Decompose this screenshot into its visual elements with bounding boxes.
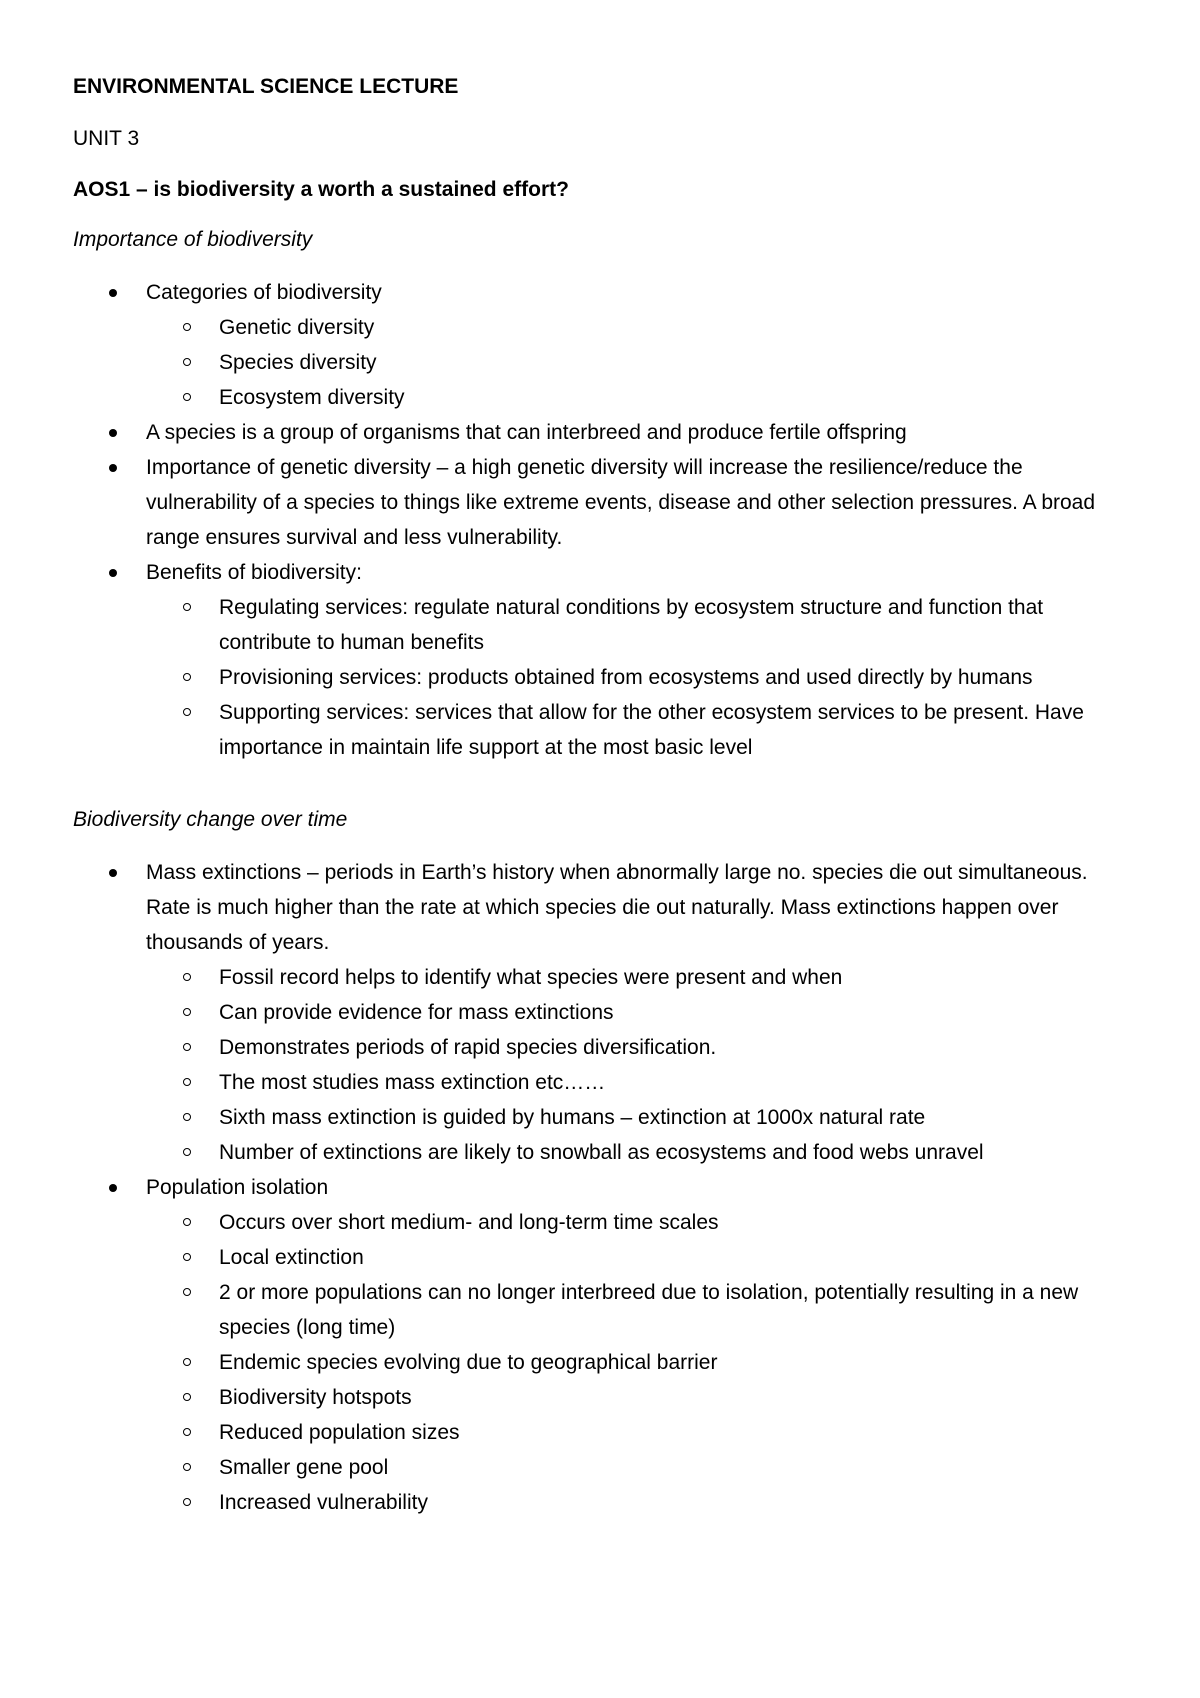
circle-bullet-icon [183,1393,191,1401]
list-item-text: Benefits of biodiversity: [146,561,362,584]
sub-list-item [146,1450,1133,1485]
sub-list-item-text: Increased vulnerability [219,1491,428,1514]
circle-bullet-icon [183,1358,191,1366]
circle-bullet-icon [183,1498,191,1506]
sub-list-item-text: Occurs over short medium- and long-term time scales [219,1211,719,1234]
circle-bullet-icon [183,1288,191,1296]
section-spacer [73,765,1133,805]
circle-bullet-icon [183,1078,191,1086]
sub-list-item-text: Number of extinctions are likely to snowball as ecosystems and food webs unravel [219,1141,984,1164]
circle-bullet-icon [183,358,191,366]
sub-list-item-text: Endemic species evolving due to geographical barrier [219,1351,718,1374]
sub-list-item [146,1065,1133,1100]
circle-bullet-icon [183,603,191,611]
list-item-text: Importance of genetic diversity – a high genetic diversity will increase the resilience/reduce the vulnerability of a species to things like extreme events, disease and other selection pressures. A broad range ensures survival and less vulnerability. [146,456,1096,549]
bullet-list [73,275,1133,765]
bullet-icon [109,1184,117,1192]
sub-list-item-text: Demonstrates periods of rapid species diversification. [219,1036,717,1059]
sub-list-item [146,1030,1133,1065]
circle-bullet-icon [183,1148,191,1156]
list-item [73,855,1133,1170]
circle-bullet-icon [183,973,191,981]
circle-bullet-icon [183,323,191,331]
sub-list-item-text: Ecosystem diversity [219,386,405,409]
list-item-text: A species is a group of organisms that can interbreed and produce fertile offspring [146,421,907,444]
circle-bullet-icon [183,1113,191,1121]
sub-list-item [146,1135,1133,1170]
sub-list-item-text: Can provide evidence for mass extinctions [219,1001,614,1024]
sections-container [73,225,1133,1520]
sub-list-item-text: Provisioning services: products obtained from ecosystems and used directly by humans [219,666,1033,689]
section-heading: Biodiversity change over time [73,808,348,831]
circle-bullet-icon [183,1253,191,1261]
sub-list-item [146,1275,1133,1345]
circle-bullet-icon [183,1008,191,1016]
list-item-text: Categories of biodiversity [146,281,382,304]
sub-list-item [146,960,1133,995]
list-item [73,555,1133,765]
sub-list-item-text: Smaller gene pool [219,1456,389,1479]
list-item [73,1170,1133,1520]
sub-list-item-text: Supporting services: services that allow for the other ecosystem services to be present. Have importance in maintain life support at the most basic level [219,701,1084,759]
sub-list-item [146,1240,1133,1275]
sub-list-item [146,1345,1133,1380]
list-item [73,450,1133,555]
sub-list-item-text: Biodiversity hotspots [219,1386,412,1409]
bullet-icon [109,289,117,297]
sub-list-item [146,310,1133,345]
sub-list-item-text: Sixth mass extinction is guided by humans – extinction at 1000x natural rate [219,1106,926,1129]
sub-list-item [146,1415,1133,1450]
sub-list-item-text: Reduced population sizes [219,1421,460,1444]
sub-list-item [146,995,1133,1030]
bullet-icon [109,464,117,472]
sub-list-item-text: The most studies mass extinction etc…… [219,1071,606,1094]
circle-bullet-icon [183,708,191,716]
circle-bullet-icon [183,1218,191,1226]
circle-bullet-icon [183,393,191,401]
circle-bullet-icon [183,1428,191,1436]
sub-list-item-text: Regulating services: regulate natural conditions by ecosystem structure and function that contribute to human benefits [219,596,1044,654]
sub-list [146,590,1133,765]
circle-bullet-icon [183,1463,191,1471]
unit-label: UNIT 3 [73,127,140,150]
bullet-list [73,855,1133,1520]
sub-list-item [146,660,1133,695]
sub-list-item-text: 2 or more populations can no longer interbreed due to isolation, potentially resulting in a new species (long time) [219,1281,1079,1339]
sub-list-item [146,380,1133,415]
list-item [73,415,1133,450]
document-page [73,72,1133,1520]
bullet-icon [109,429,117,437]
sub-list [146,960,1133,1170]
circle-bullet-icon [183,673,191,681]
sub-list-item [146,345,1133,380]
sub-list-item [146,1205,1133,1240]
list-item [73,275,1133,415]
sub-list [146,1205,1133,1520]
sub-list [146,310,1133,415]
sub-list-item [146,695,1133,765]
sub-list-item-text: Genetic diversity [219,316,375,339]
list-item-text: Population isolation [146,1176,329,1199]
sub-list-item [146,1380,1133,1415]
bullet-icon [109,569,117,577]
circle-bullet-icon [183,1043,191,1051]
document-title: ENVIRONMENTAL SCIENCE LECTURE [73,75,459,98]
sub-list-item-text: Local extinction [219,1246,364,1269]
sub-list-item [146,1100,1133,1135]
sub-list-item [146,590,1133,660]
sub-list-item-text: Fossil record helps to identify what species were present and when [219,966,843,989]
aos-heading: AOS1 – is biodiversity a worth a sustained effort? [73,178,569,201]
sub-list-item [146,1485,1133,1520]
sub-list-item-text: Species diversity [219,351,377,374]
bullet-icon [109,869,117,877]
section-heading: Importance of biodiversity [73,228,313,251]
list-item-text: Mass extinctions – periods in Earth’s history when abnormally large no. species die out simultaneous. Rate is much higher than the rate at which species die out naturally. Mass extinctions happen over thousands of years. [146,861,1088,954]
